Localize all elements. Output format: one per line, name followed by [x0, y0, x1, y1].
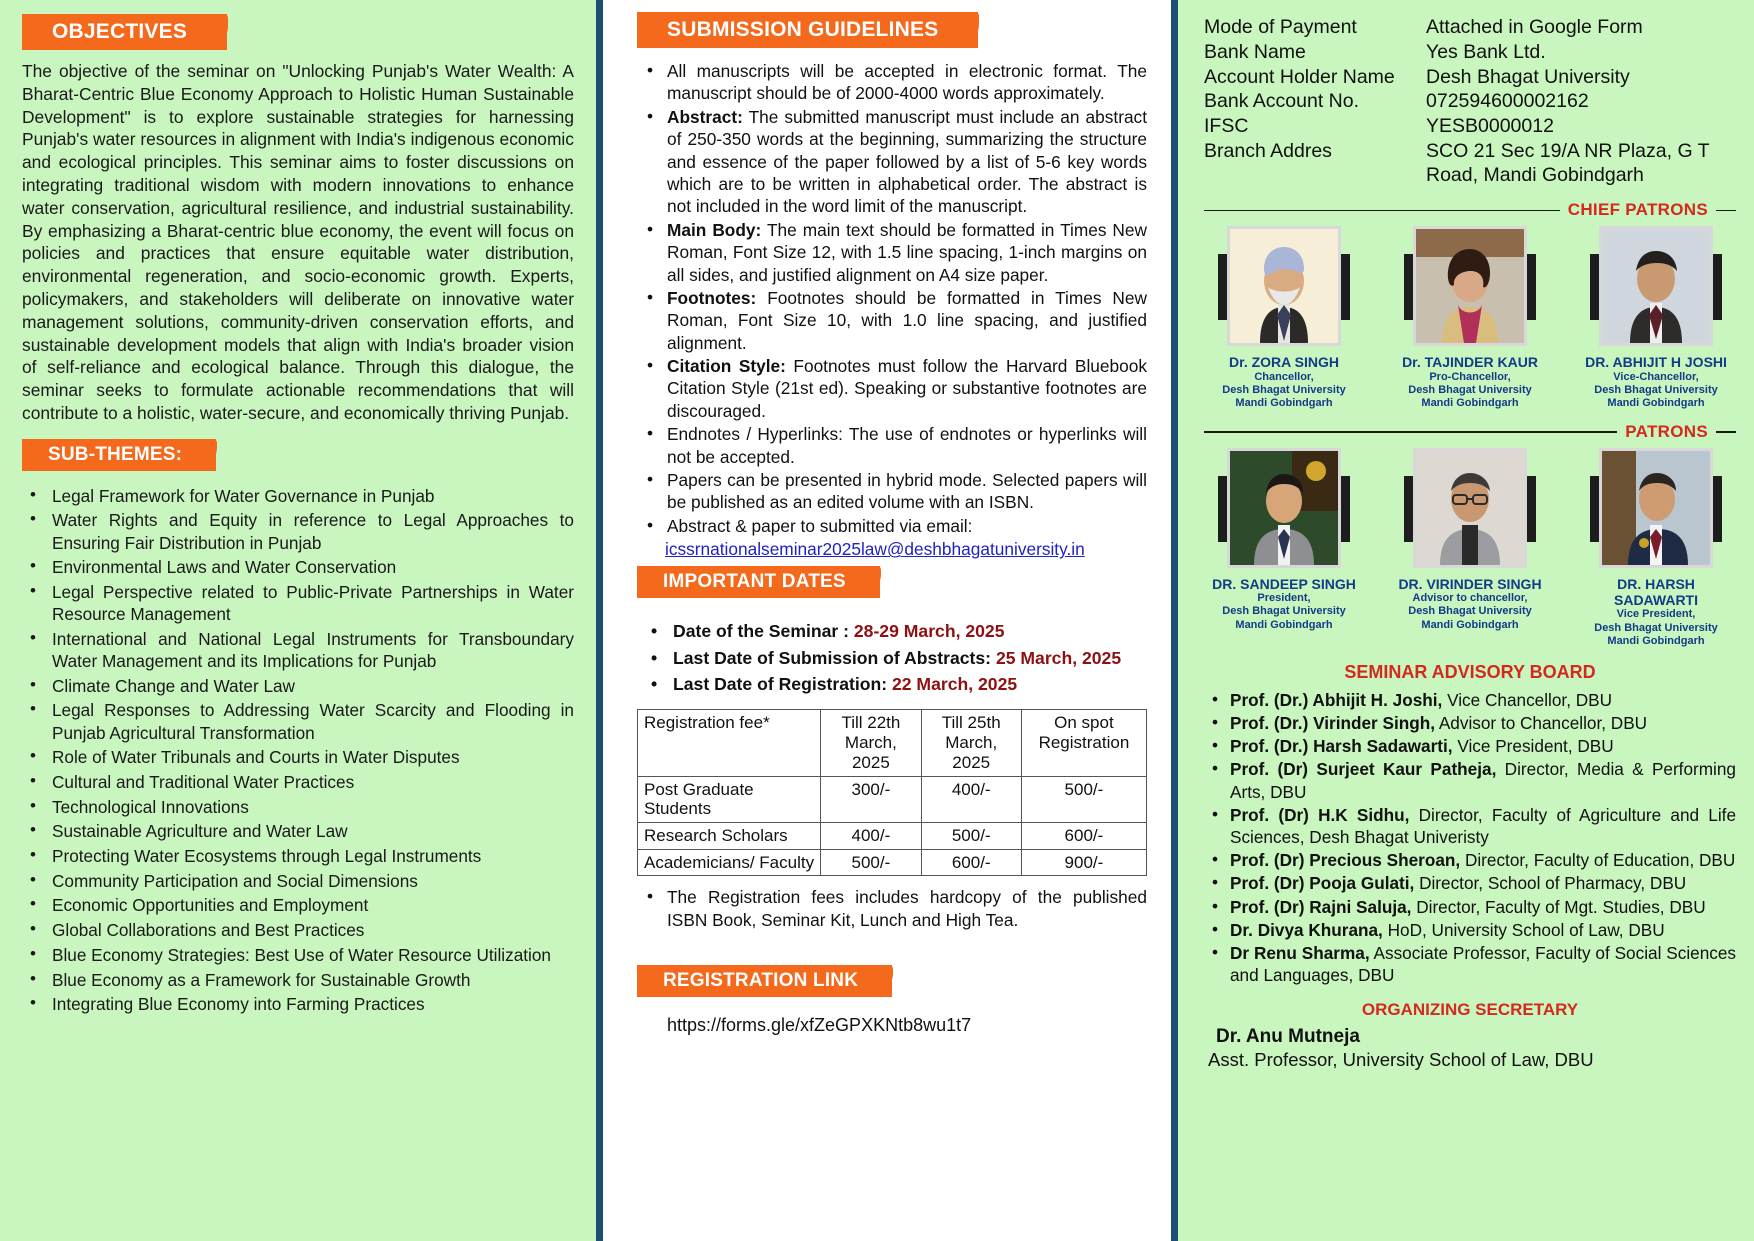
- registration-link-heading: [637, 965, 892, 997]
- subthemes-heading: [22, 439, 216, 471]
- person-place: Mandi Gobindgarh: [1607, 396, 1705, 409]
- person-org: Desh Bhagat University: [1594, 383, 1718, 396]
- person-card: [1390, 226, 1550, 410]
- person-org: Desh Bhagat University: [1408, 383, 1532, 396]
- person-name: DR. SANDEEP SINGH: [1212, 576, 1356, 593]
- list-item: • Integrating Blue Economy into Farming Practices: [22, 993, 574, 1015]
- payment-key: Bank Account No.: [1204, 90, 1360, 113]
- person-role: Vice President,: [1616, 608, 1696, 621]
- person-place: Mandi Gobindgarh: [1421, 618, 1519, 631]
- payment-key: Account Holder Name: [1204, 65, 1395, 88]
- list-item: [637, 515, 1147, 537]
- table-row: [638, 776, 1147, 822]
- board-member-name: Prof. (Dr) H.K Sidhu,: [1230, 804, 1410, 825]
- item-text: Abstract & paper to submitted via email:: [667, 515, 973, 536]
- board-member-name: Prof. (Dr.) Harsh Sadawarti,: [1230, 736, 1453, 757]
- list-item: [637, 106, 1147, 218]
- item-label: Footnotes:: [667, 287, 757, 308]
- cell-value: 900/-: [1021, 849, 1146, 876]
- person-illustration-icon: [1416, 229, 1524, 343]
- seminar-advisory-board-list: [1204, 689, 1736, 986]
- payment-value: YESB0000012: [1426, 115, 1554, 138]
- list-item: [1204, 712, 1736, 734]
- column-header: Registration fee*: [638, 710, 821, 776]
- person-org: Desh Bhagat University: [1222, 605, 1346, 618]
- list-item: • Blue Economy Strategies: Best Use of Water Resource Utilization: [22, 944, 574, 966]
- board-member-detail: Advisor to Chancellor, DBU: [1435, 713, 1648, 734]
- chief-patrons-divider: [1204, 200, 1736, 220]
- date-label: Last Date of Registration:: [673, 673, 892, 694]
- board-member-name: Prof. (Dr) Pooja Gulati,: [1230, 873, 1415, 894]
- list-item: • Legal Framework for Water Governance in Punjab: [22, 485, 574, 507]
- person-name: DR. HARSH SADAWARTI: [1614, 576, 1698, 609]
- person-card: [1204, 448, 1364, 648]
- payment-value: SCO 21 Sec 19/A NR Plaza, G T Road, Mandi Gobindgarh: [1426, 139, 1710, 186]
- patrons-divider: [1204, 422, 1736, 442]
- photo-frame: [1413, 448, 1527, 568]
- list-item: • Economic Opportunities and Employment: [22, 894, 574, 916]
- board-member-detail: Director, Faculty of Agriculture and Life Sciences, Desh Bhagat Univeristy: [1230, 804, 1736, 847]
- cell-value: 400/-: [821, 822, 921, 849]
- date-value: 25 March, 2025: [995, 647, 1122, 668]
- item-label: Main Body:: [667, 219, 762, 240]
- list-item: [1204, 689, 1736, 711]
- person-illustration-icon: [1230, 229, 1338, 343]
- photo-frame: [1227, 226, 1341, 346]
- list-item: • The Registration fees includes hardcopy of the published ISBN Book, Seminar Kit, Lunch and High Tea.: [637, 886, 1147, 931]
- person-org: Desh Bhagat University: [1408, 605, 1532, 618]
- list-item: • Legal Perspective related to Public-Private Partnerships in Water Resource Management: [22, 581, 574, 625]
- date-label: Date of the Seminar :: [673, 621, 854, 642]
- board-member-detail: Director, Faculty of Education, DBU: [1460, 850, 1736, 871]
- person-name: DR. VIRINDER SINGH: [1398, 576, 1542, 593]
- person-role: Advisor to chancellor,: [1412, 592, 1528, 605]
- person-place: Mandi Gobindgarh: [1421, 396, 1519, 409]
- payment-key: Bank Name: [1204, 40, 1306, 63]
- list-item: • Climate Change and Water Law: [22, 675, 574, 697]
- person-name: Dr. TAJINDER KAUR: [1402, 354, 1538, 371]
- board-member-detail: Vice Chancellor, DBU: [1442, 689, 1613, 710]
- subthemes-heading-label: SUB-THEMES:: [48, 443, 183, 465]
- board-member-name: Prof. (Dr) Surjeet Kaur Patheja,: [1230, 759, 1497, 780]
- item-text: The submitted manuscript must include an abstract of 250-350 words at the beginning, summarizing the structure and essence of the paper followed by a list of 5-6 key words which are to be written in alphabetical order. The abstract is not included in the word limit of the manuscript.: [667, 106, 1147, 217]
- item-text: The main text should be formatted in Times New Roman, Font Size 12, with 1.5 line spacing, 1-inch margins on all sides, and justified alignment on A4 size paper.: [667, 219, 1148, 285]
- person-illustration-icon: [1602, 229, 1710, 343]
- important-dates-heading-label: IMPORTANT DATES: [663, 571, 846, 593]
- person-place: Mandi Gobindgarh: [1607, 634, 1705, 647]
- objectives-heading: [22, 14, 227, 50]
- board-member-detail: Director, Media & Performing Arts, DBU: [1230, 759, 1736, 802]
- cell-value: 300/-: [821, 776, 921, 822]
- board-member-name: Prof. (Dr.) Virinder Singh,: [1230, 713, 1435, 734]
- table-row: [638, 822, 1147, 849]
- registration-fee-table: [637, 709, 1147, 876]
- person-card: [1390, 448, 1550, 648]
- portrait-photo: [1599, 448, 1713, 568]
- board-member-detail: Vice President, DBU: [1452, 736, 1614, 757]
- list-item: [1204, 896, 1736, 918]
- table-row: [1204, 90, 1736, 115]
- payment-value: Desh Bhagat University: [1426, 65, 1630, 88]
- list-item: [1204, 919, 1736, 941]
- table-header-row: [638, 710, 1147, 776]
- list-item: [1204, 849, 1736, 871]
- important-dates-list: [637, 618, 1147, 697]
- photo-frame: [1599, 226, 1713, 346]
- list-item: [637, 618, 1147, 644]
- person-card: [1576, 448, 1736, 648]
- person-role: Vice-Chancellor,: [1613, 370, 1699, 383]
- person-card: [1204, 226, 1364, 410]
- board-member-name: Dr Renu Sharma,: [1230, 942, 1370, 963]
- list-item: • Sustainable Agriculture and Water Law: [22, 820, 574, 842]
- list-item: • Environmental Laws and Water Conservation: [22, 556, 574, 578]
- table-row: [1204, 115, 1736, 140]
- list-item: • Legal Responses to Addressing Water Scarcity and Flooding in Punjab Agricultural Transformation: [22, 699, 574, 743]
- objectives-text: The objective of the seminar on "Unlocking Punjab's Water Wealth: A Bharat-Centric Blue Economy Approach to Holistic Human Sustainable Development" is to explore sustainable strategies for harnessing Punjab's water resources in alignment with India's indigenous economic and ecological principles. This seminar aims to foster discussions on integrating traditional wisdom with modern innovations to enhance water conservation, agricultural resilience, and industrial sustainability. By emphasizing a Bharat-centric blue economy, the event will focus on policies and practices that ensure equitable water distribution, environmental regeneration, and socio-economic growth. Experts, policymakers, and stakeholders will deliberate on innovative water management solutions, community-driven conservation efforts, and sustainable development models that align with India's broader vision of self-reliance and ecological balance. Through this dialogue, the seminar seeks to formulate actionable recommendations that will contribute to a holistic, water-secure, and economically thriving Punjab.: [22, 61, 574, 423]
- cell-value: 600/-: [1021, 822, 1146, 849]
- item-label: Citation Style:: [667, 356, 786, 377]
- list-item: [1204, 735, 1736, 757]
- list-item: [637, 469, 1147, 514]
- list-item: • Technological Innovations: [22, 796, 574, 818]
- organizing-secretary-name: Dr. Anu Mutneja: [1216, 1026, 1360, 1048]
- payment-value: Yes Bank Ltd.: [1426, 40, 1546, 63]
- portrait-photo: [1413, 226, 1527, 346]
- list-item: • Protecting Water Ecosystems through Legal Instruments: [22, 845, 574, 867]
- list-item: • Cultural and Traditional Water Practices: [22, 771, 574, 793]
- person-illustration-icon: [1602, 451, 1710, 565]
- list-item: [1204, 872, 1736, 894]
- date-label: Last Date of Submission of Abstracts:: [673, 647, 996, 668]
- list-item: [637, 287, 1147, 354]
- divider-line: [1204, 210, 1560, 212]
- person-role: Pro-Chancellor,: [1429, 370, 1511, 383]
- column-header: On spot Registration: [1021, 710, 1146, 776]
- person-place: Mandi Gobindgarh: [1235, 396, 1333, 409]
- payment-details-table: [1204, 16, 1736, 188]
- submission-guidelines-heading-label: SUBMISSION GUIDELINES: [667, 18, 939, 41]
- list-item: [1204, 804, 1736, 848]
- payment-value: Attached in Google Form: [1426, 16, 1643, 38]
- board-member-detail: Associate Professor, Faculty of Social Sciences and Languages, DBU: [1230, 942, 1736, 986]
- column-header: Till 25th March, 2025: [921, 710, 1021, 776]
- item-label: Abstract:: [667, 106, 743, 127]
- cell-value: 500/-: [921, 822, 1021, 849]
- item-text: Endnotes / Hyperlinks: The use of endnotes or hyperlinks will not be accepted.: [667, 424, 1147, 467]
- portrait-photo: [1227, 448, 1341, 568]
- table-row: [1204, 66, 1736, 91]
- cell-value: 600/-: [921, 849, 1021, 876]
- column-header: Till 22th March, 2025: [821, 710, 921, 776]
- list-item: [1204, 758, 1736, 802]
- important-dates-heading: [637, 566, 880, 598]
- submission-guidelines-list: [637, 60, 1147, 537]
- registration-link-heading-label: REGISTRATION LINK: [663, 970, 859, 992]
- list-item: • Blue Economy as a Framework for Sustainable Growth: [22, 969, 574, 991]
- row-label: Academicians/ Faculty: [638, 849, 821, 876]
- person-role: Chancellor,: [1254, 370, 1314, 383]
- list-item: • International and National Legal Instruments for Transboundary Water Management and its Implications for Punjab: [22, 628, 574, 672]
- list-item: • Global Collaborations and Best Practices: [22, 919, 574, 941]
- submission-email-link[interactable]: icssrnationalseminar2025law@deshbhagatuniversity.in: [665, 539, 1085, 560]
- list-item: [637, 645, 1147, 671]
- cell-value: 400/-: [921, 776, 1021, 822]
- photo-frame: [1227, 448, 1341, 568]
- list-item: [637, 60, 1147, 105]
- cell-value: 500/-: [821, 849, 921, 876]
- item-text: All manuscripts will be accepted in electronic format. The manuscript should be of 2000-4000 words approximately.: [667, 61, 1147, 104]
- person-org: Desh Bhagat University: [1222, 383, 1346, 396]
- table-row: [1204, 41, 1736, 66]
- cell-value: 500/-: [1021, 776, 1146, 822]
- right-column: [1178, 0, 1754, 1241]
- divider-line: [1716, 431, 1736, 433]
- photo-frame: [1599, 448, 1713, 568]
- table-row: [638, 849, 1147, 876]
- table-row: [1204, 16, 1736, 41]
- board-member-name: Prof. (Dr) Rajni Saluja,: [1230, 896, 1412, 917]
- board-member-name: Dr. Divya Khurana,: [1230, 919, 1383, 940]
- person-illustration-icon: [1416, 451, 1524, 565]
- list-item: • Role of Water Tribunals and Courts in Water Disputes: [22, 746, 574, 768]
- organizing-secretary-designation: Asst. Professor, University School of Law, DBU: [1208, 1049, 1594, 1071]
- list-item: [637, 219, 1147, 286]
- chief-patrons-row: [1204, 226, 1736, 410]
- list-item: • Community Participation and Social Dimensions: [22, 870, 574, 892]
- board-member-name: Prof. (Dr) Precious Sheroan,: [1230, 850, 1461, 871]
- payment-key: Branch Addres: [1204, 139, 1332, 162]
- list-item: [637, 355, 1147, 422]
- fee-note-list: [637, 886, 1147, 931]
- divider-line: [1716, 210, 1736, 212]
- objectives-heading-label: OBJECTIVES: [52, 20, 188, 43]
- middle-column: [596, 0, 1178, 1241]
- portrait-photo: [1413, 448, 1527, 568]
- board-member-detail: Director, School of Pharmacy, DBU: [1414, 873, 1687, 894]
- seminar-advisory-board-heading: SEMINAR ADVISORY BOARD: [1344, 661, 1596, 682]
- person-name: Dr. ZORA SINGH: [1229, 354, 1339, 371]
- person-card: [1576, 226, 1736, 410]
- board-member-name: Prof. (Dr.) Abhijit H. Joshi,: [1230, 689, 1443, 710]
- item-text: Footnotes should be formatted in Times New Roman, Font Size 10, with 1.0 line spacing, and justified alignment.: [667, 287, 1147, 353]
- left-column: [0, 0, 596, 1241]
- item-text: Papers can be presented in hybrid mode. Selected papers will be published as an edited volume with an ISBN.: [667, 470, 1147, 513]
- list-item: [637, 671, 1147, 697]
- board-member-detail: HoD, University School of Law, DBU: [1382, 919, 1665, 940]
- divider-line: [1204, 431, 1617, 433]
- person-illustration-icon: [1230, 451, 1338, 565]
- photo-frame: [1413, 226, 1527, 346]
- row-label: Research Scholars: [638, 822, 821, 849]
- person-org: Desh Bhagat University: [1594, 621, 1718, 634]
- list-item: • Water Rights and Equity in reference to Legal Approaches to Ensuring Fair Distribution in Punjab: [22, 509, 574, 553]
- registration-link-url[interactable]: https://forms.gle/xfZeGPXKNtb8wu1t7: [667, 1015, 972, 1036]
- person-role: President,: [1257, 592, 1311, 605]
- payment-value: 072594600002162: [1426, 90, 1589, 113]
- subthemes-list: [22, 485, 574, 1016]
- patrons-heading: PATRONS: [1625, 422, 1708, 442]
- payment-key: IFSC: [1204, 115, 1249, 138]
- portrait-photo: [1599, 226, 1713, 346]
- table-row: [1204, 140, 1736, 189]
- patrons-row: [1204, 448, 1736, 648]
- list-item: [1204, 942, 1736, 986]
- submission-guidelines-heading: [637, 12, 978, 48]
- payment-key: Mode of Payment: [1204, 16, 1357, 38]
- portrait-photo: [1227, 226, 1341, 346]
- person-place: Mandi Gobindgarh: [1235, 618, 1333, 631]
- date-value: 28-29 March, 2025: [853, 621, 1005, 642]
- chief-patrons-heading: CHIEF PATRONS: [1567, 200, 1708, 220]
- list-item: [637, 423, 1147, 468]
- person-name: DR. ABHIJIT H JOSHI: [1585, 354, 1727, 371]
- organizing-secretary-heading: ORGANIZING SECRETARY: [1361, 1000, 1579, 1020]
- item-text: Footnotes must follow the Harvard Bluebook Citation Style (21st ed). Speaking or substantive footnotes are discouraged.: [667, 356, 1147, 421]
- board-member-detail: Director, Faculty of Mgt. Studies, DBU: [1411, 896, 1706, 917]
- date-value: 22 March, 2025: [891, 673, 1018, 694]
- row-label: Post Graduate Students: [638, 776, 821, 822]
